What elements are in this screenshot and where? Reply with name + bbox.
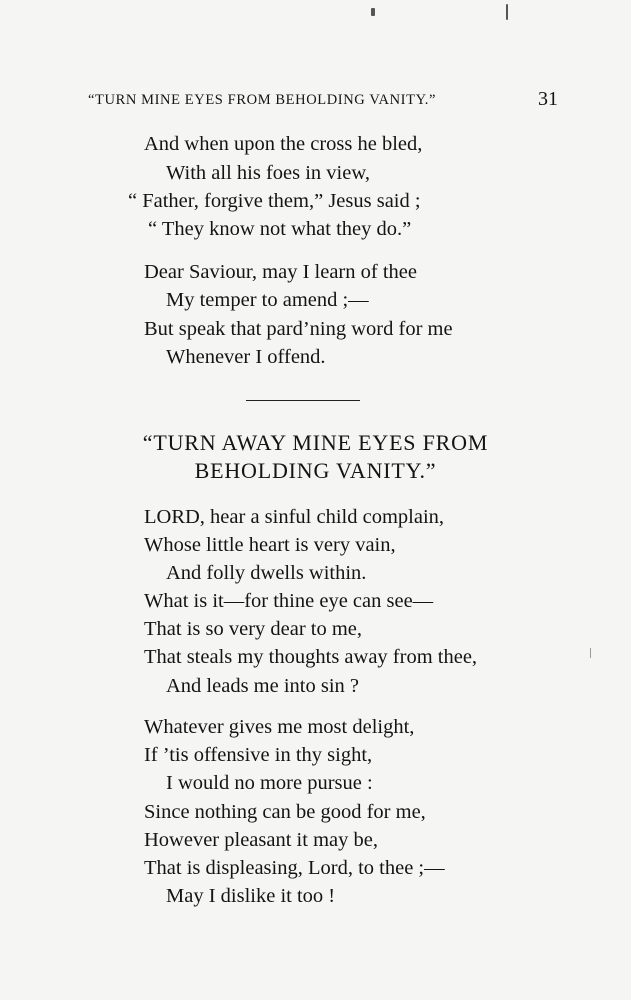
verse-line: And folly dwells within. bbox=[166, 562, 367, 584]
ink-speck bbox=[371, 8, 375, 16]
poem2-title-line1: “TURN AWAY MINE EYES FROM bbox=[142, 430, 489, 455]
verse-line: May I dislike it too ! bbox=[166, 885, 336, 907]
running-head bbox=[88, 88, 558, 114]
verse-line: That is displeasing, Lord, to thee ;— bbox=[144, 857, 445, 879]
poem2-title-line2: BEHOLDING VANITY.” bbox=[194, 458, 437, 483]
section-divider bbox=[246, 400, 360, 401]
verse-line: But speak that pard’ning word for me bbox=[144, 318, 453, 340]
running-head-title: “TURN MINE EYES FROM BEHOLDING VANITY.” bbox=[88, 92, 437, 108]
verse-line: If ’tis offensive in thy sight, bbox=[144, 744, 373, 766]
verse-line: “ Father, forgive them,” Jesus said ; bbox=[128, 190, 421, 212]
verse-line: My temper to amend ;— bbox=[166, 289, 369, 311]
ink-speck bbox=[506, 4, 508, 20]
verse-line: Whatever gives me most delight, bbox=[144, 716, 415, 738]
verse-line: I would no more pursue : bbox=[166, 772, 373, 794]
verse-line: And when upon the cross he bled, bbox=[144, 133, 423, 155]
verse-line: What is it—for thine eye can see— bbox=[144, 590, 434, 612]
ink-speck bbox=[590, 648, 591, 658]
page-number: 31 bbox=[538, 88, 558, 110]
verse-line: Dear Saviour, may I learn of thee bbox=[144, 261, 417, 283]
verse-line: That is so very dear to me, bbox=[144, 618, 363, 640]
verse-line: However pleasant it may be, bbox=[144, 829, 378, 851]
verse-line: Whose little heart is very vain, bbox=[144, 534, 396, 556]
verse-line: Whenever I offend. bbox=[166, 346, 326, 368]
verse-line: LORD, hear a sinful child complain, bbox=[144, 506, 445, 528]
verse-line: With all his foes in view, bbox=[166, 162, 370, 184]
verse-line: That steals my thoughts away from thee, bbox=[144, 646, 478, 668]
verse-line: And leads me into sin ? bbox=[166, 675, 360, 697]
verse-line: “ They know not what they do.” bbox=[148, 218, 412, 240]
verse-line: Since nothing can be good for me, bbox=[144, 801, 426, 823]
